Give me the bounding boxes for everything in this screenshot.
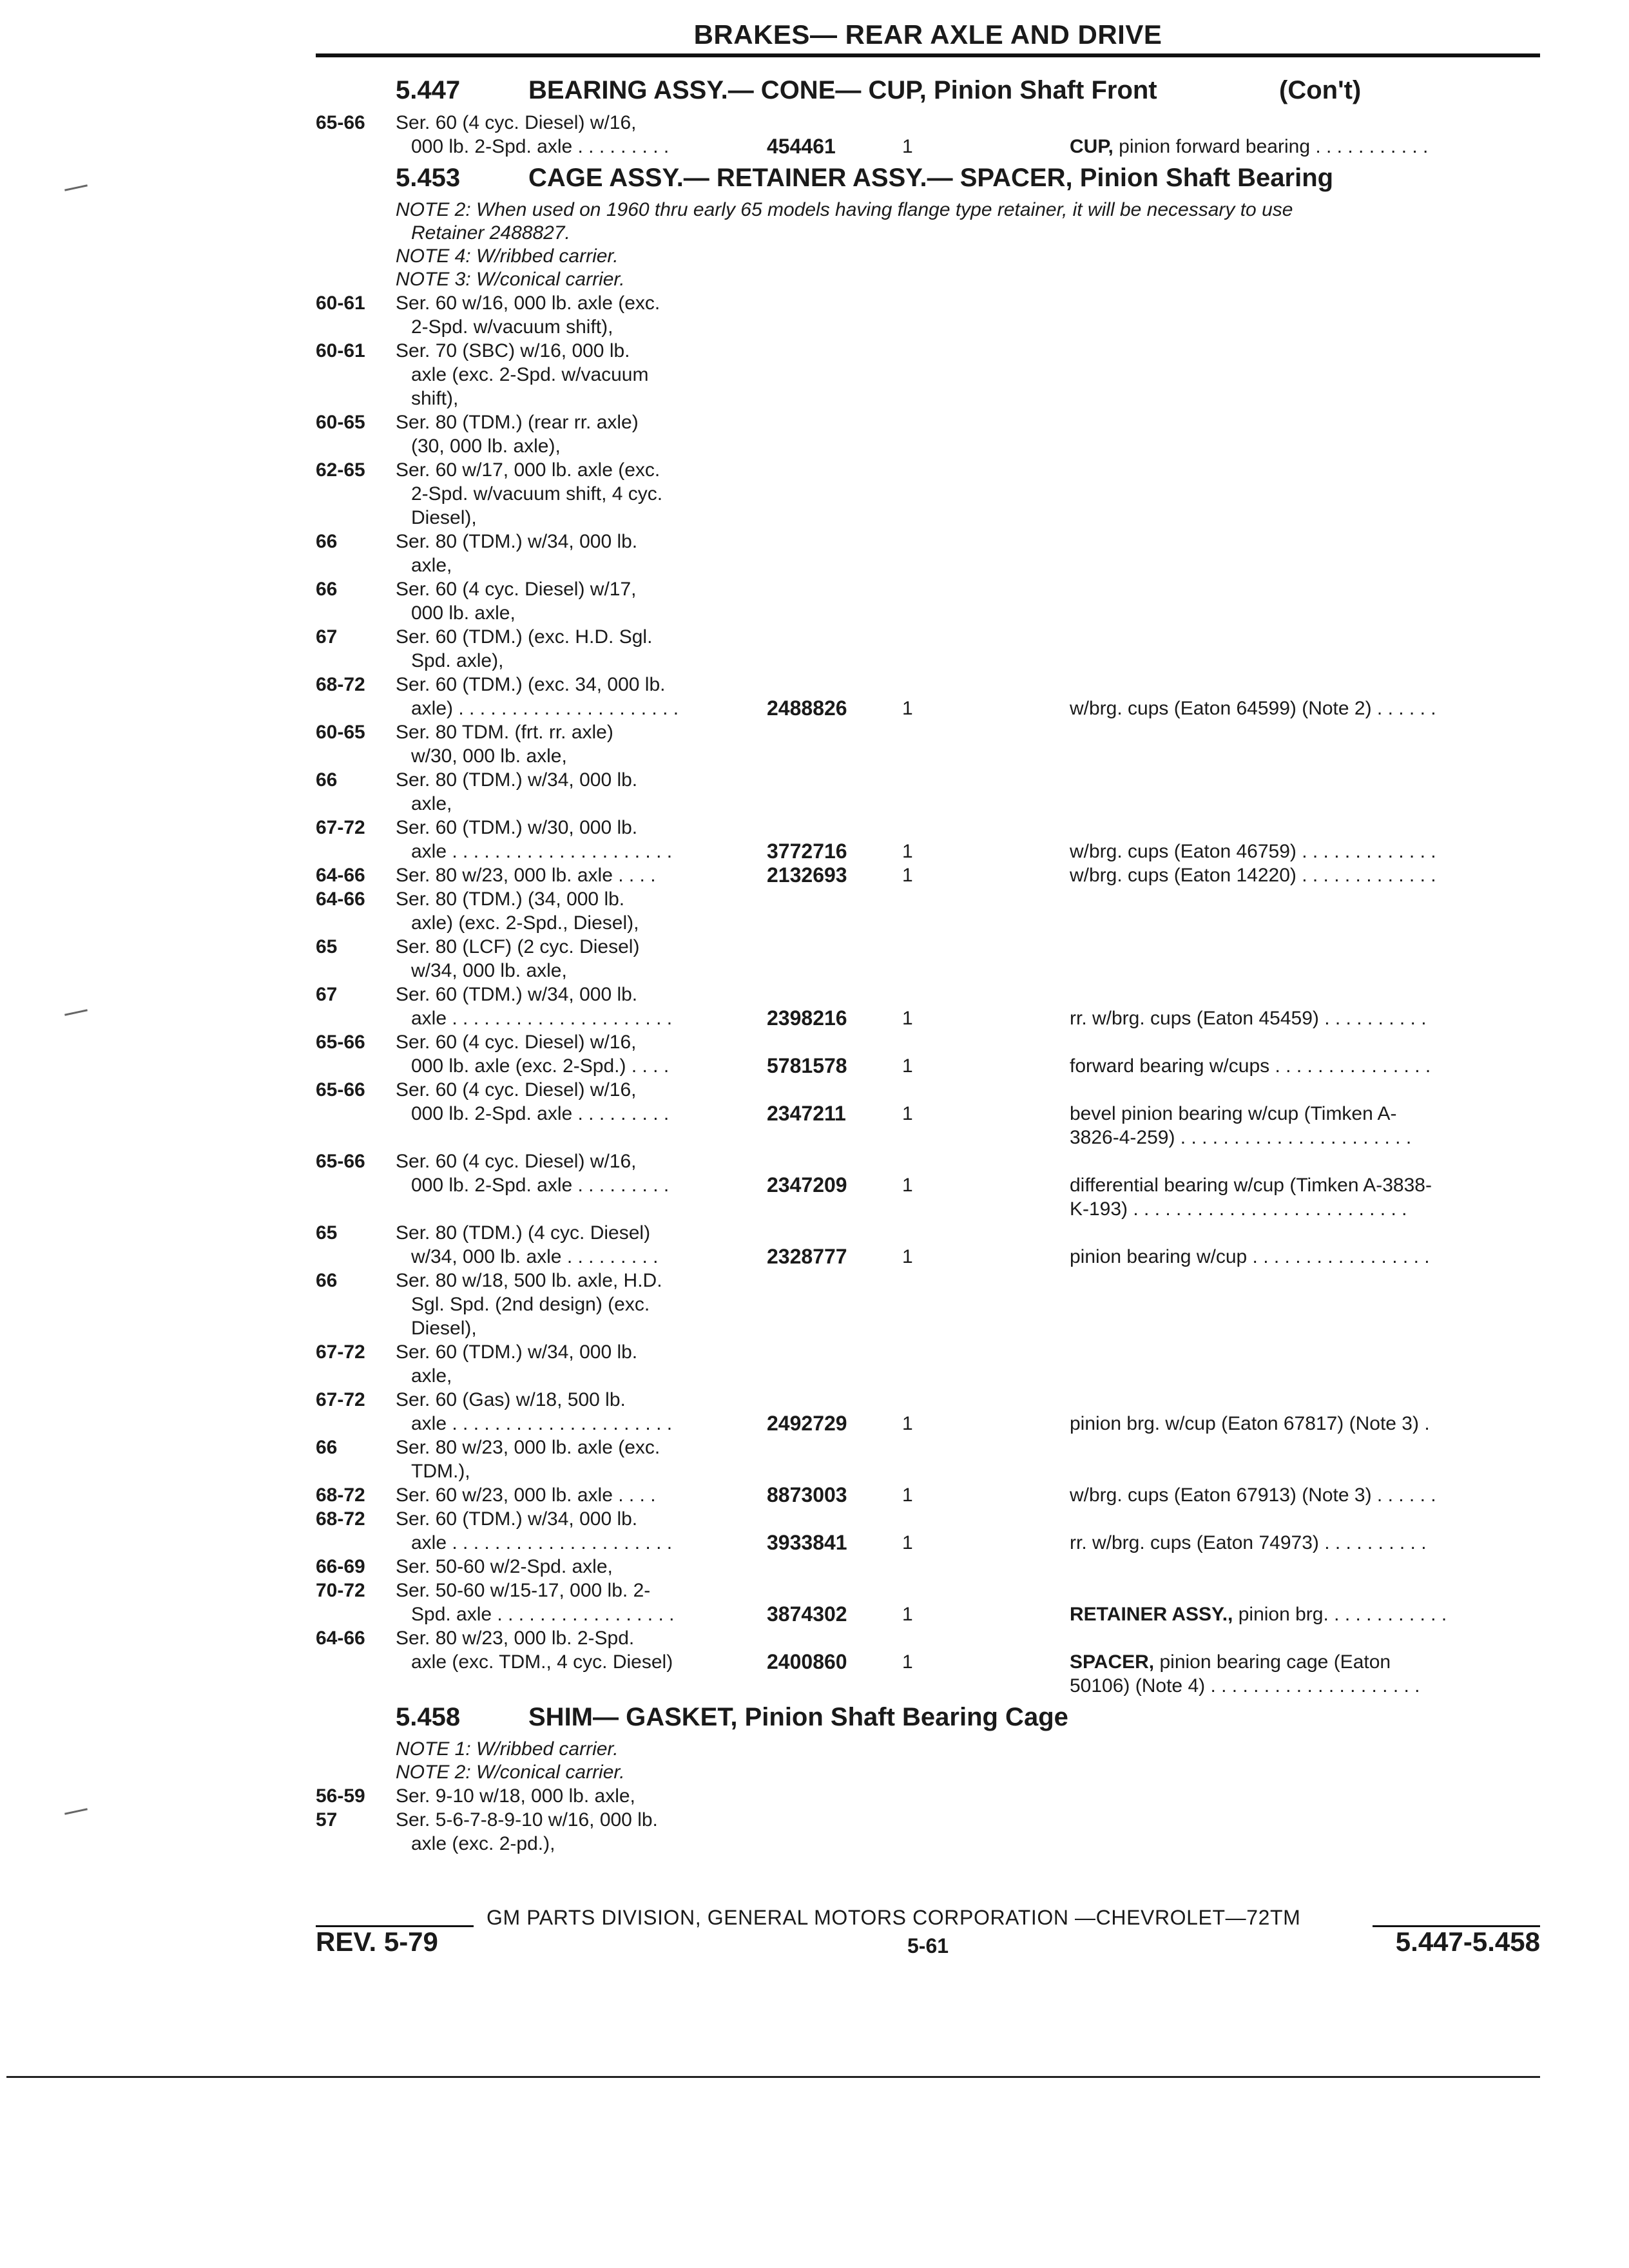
quantity: 1 [902, 841, 913, 862]
part-description-line: w/brg. cups (Eaton 14220) . . . . . . . . . . . . . [1070, 865, 1436, 886]
part-name: SPACER, [1070, 1651, 1155, 1673]
part-number: 3874302 [767, 1602, 847, 1626]
part-number: 454461 [767, 135, 836, 158]
part-description-line: pinion brg. w/cup (Eaton 67817) (Note 3) . [1070, 1413, 1430, 1434]
model-years: 66 [316, 531, 338, 552]
model-years: 66-69 [316, 1556, 365, 1577]
catalog-entry [316, 863, 1540, 887]
description-line: Ser. 5-6-7-8-9-10 w/16, 000 lb. [396, 1809, 658, 1831]
catalog-entry [316, 1784, 1540, 1808]
part-description [1070, 1483, 1540, 1507]
part-number: 8873003 [767, 1483, 847, 1506]
description-line: Sgl. Spd. (2nd design) (exc. [411, 1294, 650, 1315]
model-years: 64-66 [316, 865, 365, 886]
application-description [396, 577, 737, 625]
quantity: 1 [902, 1008, 913, 1029]
catalog-entry [316, 1483, 1540, 1507]
model-years: 68-72 [316, 1508, 365, 1530]
part-description-line: 3826-4-259) . . . . . . . . . . . . . . . . . . . . . . [1070, 1127, 1412, 1148]
catalog-entry [316, 625, 1540, 673]
application-description [396, 816, 737, 863]
model-years: 67-72 [316, 1341, 365, 1363]
part-description [1070, 840, 1540, 863]
part-number: 5781578 [767, 1054, 847, 1077]
catalog-entry [316, 816, 1540, 863]
description-line: Ser. 50-60 w/2-Spd. axle, [396, 1556, 613, 1577]
part-number: 2347211 [767, 1102, 846, 1125]
catalog-entry [316, 673, 1540, 720]
model-years: 67 [316, 626, 338, 648]
model-years: 67-72 [316, 1389, 365, 1410]
model-years: 56-59 [316, 1785, 365, 1807]
part-description-line [1070, 135, 1540, 159]
description-line: Diesel), [411, 1318, 477, 1339]
part-description [1070, 1650, 1540, 1698]
part-description [1070, 1006, 1540, 1030]
application-description [396, 339, 737, 410]
catalog-entry [316, 1149, 1540, 1221]
part-description [1070, 1173, 1540, 1221]
part-number: 2328777 [767, 1245, 847, 1268]
model-years: 66 [316, 1437, 338, 1458]
part-description-line: forward bearing w/cups . . . . . . . . . . . . . . . [1070, 1055, 1431, 1077]
part-number: 2347209 [767, 1173, 847, 1196]
note-line: NOTE 3: W/conical carrier. [396, 269, 625, 290]
description-line: Ser. 80 (TDM.) (4 cyc. Diesel) [396, 1222, 651, 1244]
description-line: Ser. 60 (4 cyc. Diesel) w/17, [396, 579, 637, 600]
catalog-entry [316, 935, 1540, 983]
part-description-text: pinion brg. . . . . . . . . . . . [1238, 1604, 1447, 1625]
part-number: 2400860 [767, 1650, 847, 1673]
catalog-entry [316, 1436, 1540, 1483]
description-line: axle) (exc. 2-Spd., Diesel), [411, 912, 639, 934]
footer-revision: REV. 5-79 [316, 1927, 438, 1957]
part-name: CUP, [1070, 136, 1113, 157]
part-number: 3772716 [767, 840, 847, 863]
part-description [1070, 1245, 1540, 1269]
section-heading [316, 73, 1540, 111]
part-description-text: pinion forward bearing . . . . . . . . . . . [1119, 136, 1429, 157]
model-years: 67 [316, 984, 338, 1005]
part-description [1070, 1602, 1540, 1626]
description-line: Ser. 60 (Gas) w/18, 500 lb. [396, 1389, 626, 1410]
section-note [316, 1761, 1540, 1784]
description-line: Ser. 60 (TDM.) w/34, 000 lb. [396, 1341, 638, 1363]
description-line: axle, [411, 1365, 452, 1387]
note-line: NOTE 1: W/ribbed carrier. [396, 1738, 619, 1760]
part-description-line: differential bearing w/cup (Timken A-3838- [1070, 1175, 1432, 1196]
quantity: 1 [902, 1532, 913, 1553]
footer-organization: GM PARTS DIVISION, GENERAL MOTORS CORPORATION —CHEVROLET—72TM [487, 1906, 1301, 1929]
description-line: 000 lb. 2-Spd. axle . . . . . . . . . [411, 136, 670, 157]
quantity: 1 [902, 1604, 913, 1625]
model-years: 64-66 [316, 889, 365, 910]
description-line: Ser. 80 (TDM.) w/34, 000 lb. [396, 769, 638, 791]
model-years: 66 [316, 1270, 338, 1291]
header-rule [316, 53, 1540, 57]
description-line: Ser. 60 w/23, 000 lb. axle . . . . [396, 1485, 656, 1506]
description-line: Ser. 80 (TDM.) (rear rr. axle) [396, 412, 639, 433]
description-line: Ser. 70 (SBC) w/16, 000 lb. [396, 340, 630, 361]
section-heading [316, 1700, 1540, 1738]
part-number: 3933841 [767, 1531, 847, 1554]
part-description-line [1070, 1650, 1540, 1674]
section-number: 5.458 [396, 1703, 461, 1731]
model-years: 60-61 [316, 293, 365, 314]
section-number: 5.453 [396, 164, 461, 192]
application-description [396, 111, 737, 159]
description-line: axle (exc. 2-Spd. w/vacuum [411, 364, 649, 385]
quantity: 1 [902, 698, 913, 719]
description-line: Ser. 80 (LCF) (2 cyc. Diesel) [396, 936, 640, 957]
catalog-entry [316, 1340, 1540, 1388]
application-description [396, 1030, 737, 1078]
application-description [396, 887, 737, 935]
application-description [396, 1555, 737, 1579]
application-description [396, 1808, 737, 1856]
catalog-entry [316, 1579, 1540, 1626]
application-description [396, 1507, 737, 1555]
application-description [396, 1149, 737, 1197]
section-number: 5.447 [396, 76, 461, 104]
description-line: Ser. 60 (TDM.) w/34, 000 lb. [396, 1508, 638, 1530]
application-description [396, 1626, 737, 1674]
quantity: 1 [902, 1103, 913, 1124]
model-years: 60-61 [316, 340, 365, 361]
description-line: w/30, 000 lb. axle, [411, 745, 567, 767]
part-description [1070, 135, 1540, 159]
section-note [316, 1738, 1540, 1761]
description-line: Ser. 80 w/18, 500 lb. axle, H.D. [396, 1270, 662, 1291]
description-line: Ser. 60 (4 cyc. Diesel) w/16, [396, 1151, 637, 1172]
part-description-text: pinion bearing cage (Eaton [1159, 1651, 1391, 1673]
application-description [396, 625, 737, 673]
quantity: 1 [902, 1055, 913, 1077]
quantity: 1 [902, 865, 913, 886]
description-line: axle (exc. 2-pd.), [411, 1833, 555, 1854]
part-description-line: rr. w/brg. cups (Eaton 45459) . . . . . . . . . . [1070, 1008, 1427, 1029]
description-line: Ser. 60 w/16, 000 lb. axle (exc. [396, 293, 660, 314]
scan-margin-mark [64, 1009, 88, 1015]
application-description [396, 458, 737, 530]
section-title: BEARING ASSY.— CONE— CUP, Pinion Shaft Front [528, 76, 1157, 104]
description-line: axle . . . . . . . . . . . . . . . . . . . . . [411, 1413, 673, 1434]
catalog-entry [316, 887, 1540, 935]
part-number: 2492729 [767, 1412, 847, 1435]
catalog-entry [316, 1269, 1540, 1340]
quantity: 1 [902, 1246, 913, 1267]
description-line: axle . . . . . . . . . . . . . . . . . . . . . [411, 841, 673, 862]
description-line: (30, 000 lb. axle), [411, 436, 561, 457]
description-line: axle) . . . . . . . . . . . . . . . . . . . . . [411, 698, 679, 719]
catalog-entry [316, 1507, 1540, 1555]
note-line: NOTE 2: When used on 1960 thru early 65 models having flange type retainer, it will be necessary to use [396, 199, 1293, 220]
quantity: 1 [902, 1175, 913, 1196]
application-description [396, 983, 737, 1030]
description-line: w/34, 000 lb. axle, [411, 960, 567, 981]
model-years: 64-66 [316, 1628, 365, 1649]
application-description [396, 1340, 737, 1388]
application-description [396, 1388, 737, 1436]
description-line: Ser. 80 (TDM.) w/34, 000 lb. [396, 531, 638, 552]
description-line: Ser. 50-60 w/15-17, 000 lb. 2- [396, 1580, 651, 1601]
description-line: axle, [411, 555, 452, 576]
section-continued-label: (Con't) [1279, 76, 1362, 104]
part-description-line: w/brg. cups (Eaton 46759) . . . . . . . . . . . . . [1070, 841, 1436, 862]
application-description [396, 1483, 737, 1507]
model-years: 68-72 [316, 674, 365, 695]
page-title: BRAKES— REAR AXLE AND DRIVE [693, 19, 1162, 50]
application-description [396, 410, 737, 458]
application-description [396, 863, 737, 887]
model-years: 70-72 [316, 1580, 365, 1601]
description-line: Ser. 80 w/23, 000 lb. 2-Spd. [396, 1628, 635, 1649]
catalog-entry [316, 458, 1540, 530]
part-description-line: bevel pinion bearing w/cup (Timken A- [1070, 1103, 1397, 1124]
application-description [396, 530, 737, 577]
description-line: 2-Spd. w/vacuum shift, 4 cyc. [411, 483, 663, 505]
catalog-entry [316, 1030, 1540, 1078]
description-line: Ser. 9-10 w/18, 000 lb. axle, [396, 1785, 635, 1807]
part-description-line: pinion bearing w/cup . . . . . . . . . . . . . . . . . [1070, 1246, 1430, 1267]
description-line: 000 lb. axle, [411, 602, 516, 624]
description-line: Diesel), [411, 507, 477, 528]
catalog-body [316, 71, 1540, 1856]
description-line: Ser. 60 (4 cyc. Diesel) w/16, [396, 1079, 637, 1100]
description-line: Ser. 60 (4 cyc. Diesel) w/16, [396, 112, 637, 133]
scan-margin-mark [64, 184, 88, 191]
quantity: 1 [902, 1651, 913, 1673]
model-years: 67-72 [316, 817, 365, 838]
catalog-entry [316, 1555, 1540, 1579]
model-years: 60-65 [316, 722, 365, 743]
quantity: 1 [902, 1413, 913, 1434]
description-line: Ser. 80 TDM. (frt. rr. axle) [396, 722, 613, 743]
model-years: 65-66 [316, 1079, 365, 1100]
part-description [1070, 1412, 1540, 1436]
catalog-entry [316, 768, 1540, 816]
catalog-entry [316, 1078, 1540, 1149]
model-years: 65-66 [316, 112, 365, 133]
description-line: Ser. 80 w/23, 000 lb. axle (exc. [396, 1437, 660, 1458]
application-description [396, 291, 737, 339]
catalog-entry [316, 983, 1540, 1030]
model-years: 65 [316, 936, 338, 957]
part-description-line: w/brg. cups (Eaton 64599) (Note 2) . . . . . . [1070, 698, 1436, 719]
description-line: Ser. 60 (TDM.) w/30, 000 lb. [396, 817, 638, 838]
model-years: 65-66 [316, 1151, 365, 1172]
part-number: 2488826 [767, 697, 847, 720]
description-line: axle . . . . . . . . . . . . . . . . . . . . . [411, 1008, 673, 1029]
model-years: 65-66 [316, 1032, 365, 1053]
catalog-entry [316, 530, 1540, 577]
description-line: axle (exc. TDM., 4 cyc. Diesel) [411, 1651, 673, 1673]
catalog-entry [316, 291, 1540, 339]
note-line: NOTE 4: W/ribbed carrier. [396, 245, 619, 267]
application-description [396, 720, 737, 768]
description-line: Ser. 80 w/23, 000 lb. axle . . . . [396, 865, 656, 886]
application-description [396, 1221, 737, 1269]
description-line: Ser. 60 (TDM.) w/34, 000 lb. [396, 984, 638, 1005]
scan-margin-mark [64, 1808, 88, 1814]
note-line: Retainer 2488827. [411, 222, 570, 244]
description-line: shift), [411, 388, 459, 409]
section-note [316, 198, 1540, 245]
section-note [316, 245, 1540, 268]
application-description [396, 1784, 737, 1808]
quantity: 1 [902, 136, 913, 157]
catalog-entry [316, 577, 1540, 625]
part-description [1070, 1054, 1540, 1078]
section-note [316, 268, 1540, 291]
catalog-entry [316, 111, 1540, 159]
description-line: w/34, 000 lb. axle . . . . . . . . . [411, 1246, 659, 1267]
description-line: Ser. 80 (TDM.) (34, 000 lb. [396, 889, 625, 910]
part-description [1070, 697, 1540, 720]
catalog-entry [316, 339, 1540, 410]
catalog-entry [316, 1808, 1540, 1856]
description-line: Ser. 60 (TDM.) (exc. 34, 000 lb. [396, 674, 666, 695]
section-title: SHIM— GASKET, Pinion Shaft Bearing Cage [528, 1703, 1068, 1731]
application-description [396, 1579, 737, 1626]
part-description-line: w/brg. cups (Eaton 67913) (Note 3) . . . . . . [1070, 1485, 1436, 1506]
application-description [396, 673, 737, 720]
description-line: axle . . . . . . . . . . . . . . . . . . . . . [411, 1532, 673, 1553]
application-description [396, 1269, 737, 1340]
application-description [396, 768, 737, 816]
description-line: Ser. 60 w/17, 000 lb. axle (exc. [396, 459, 660, 481]
description-line: 2-Spd. w/vacuum shift), [411, 316, 613, 338]
model-years: 65 [316, 1222, 338, 1244]
part-name: RETAINER ASSY., [1070, 1604, 1233, 1625]
description-line: Spd. axle), [411, 650, 504, 671]
description-line: axle, [411, 793, 452, 814]
footer-section-range: 5.447-5.458 [1395, 1927, 1540, 1957]
description-line: Ser. 60 (4 cyc. Diesel) w/16, [396, 1032, 637, 1053]
part-number: 2132693 [767, 863, 847, 887]
model-years: 60-65 [316, 412, 365, 433]
part-description-line: rr. w/brg. cups (Eaton 74973) . . . . . . . . . . [1070, 1532, 1427, 1553]
catalog-entry [316, 720, 1540, 768]
part-description [1070, 1102, 1540, 1149]
description-line: 000 lb. axle (exc. 2-Spd.) . . . . [411, 1055, 670, 1077]
model-years: 68-72 [316, 1485, 365, 1506]
part-description [1070, 863, 1540, 887]
catalog-entry [316, 1626, 1540, 1698]
description-line: 000 lb. 2-Spd. axle . . . . . . . . . [411, 1175, 670, 1196]
model-years: 66 [316, 769, 338, 791]
catalog-entry [316, 1388, 1540, 1436]
application-description [396, 1078, 737, 1126]
note-line: NOTE 2: W/conical carrier. [396, 1762, 625, 1783]
section-heading [316, 161, 1540, 198]
part-description-line [1070, 1602, 1540, 1626]
catalog-entry [316, 1221, 1540, 1269]
model-years: 66 [316, 579, 338, 600]
description-line: 000 lb. 2-Spd. axle . . . . . . . . . [411, 1103, 670, 1124]
section-title: CAGE ASSY.— RETAINER ASSY.— SPACER, Pinion Shaft Bearing [528, 164, 1334, 192]
part-description-line: 50106) (Note 4) . . . . . . . . . . . . . . . . . . . . [1070, 1675, 1420, 1696]
description-line: Spd. axle . . . . . . . . . . . . . . . . . [411, 1604, 675, 1625]
description-line: Ser. 60 (TDM.) (exc. H.D. Sgl. [396, 626, 653, 648]
footer-page-number: 5-61 [907, 1934, 949, 1957]
model-years: 62-65 [316, 459, 365, 481]
catalog-entry [316, 410, 1540, 458]
scan-bottom-rule [6, 2076, 1540, 2078]
model-years: 57 [316, 1809, 338, 1831]
application-description [396, 1436, 737, 1483]
description-line: TDM.), [411, 1461, 470, 1482]
part-number: 2398216 [767, 1006, 847, 1030]
part-description-line: K-193) . . . . . . . . . . . . . . . . . . . . . . . . . . [1070, 1198, 1407, 1220]
application-description [396, 935, 737, 983]
part-description [1070, 1531, 1540, 1555]
quantity: 1 [902, 1485, 913, 1506]
